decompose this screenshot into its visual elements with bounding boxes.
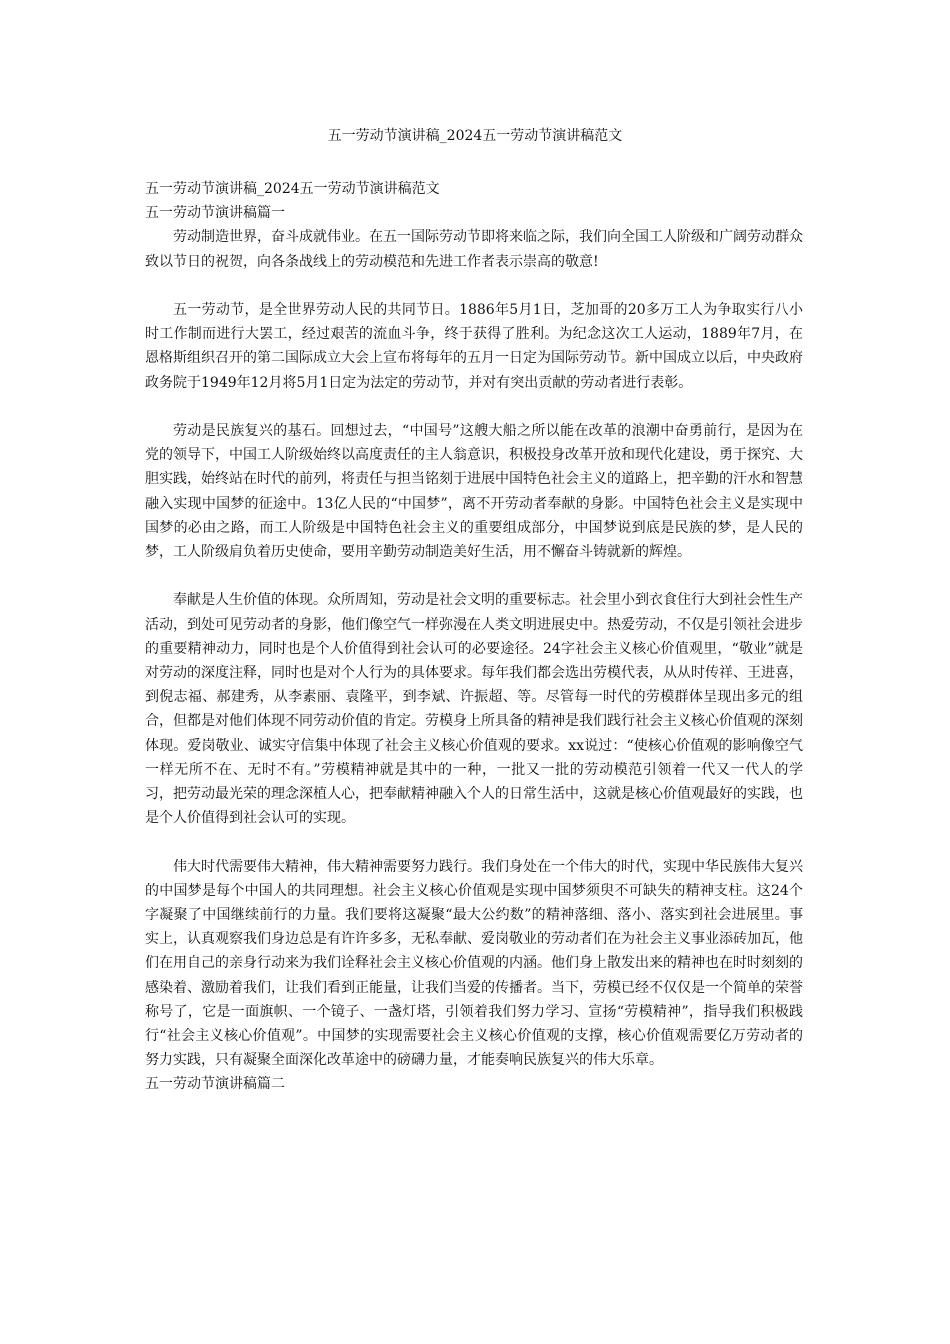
paragraph-3: 劳动是民族复兴的基石。回想过去，“中国号”这艘大船之所以能在改革的浪潮中奋勇前行，是因为在党的领导下，中国工人阶级始终以高度责任的主人翁意识，积极投身改革开放和现代化建设，勇于探究、大胆实践，始终站在时代的前列，将责任与担当铭刻于进展中国特色社会主义的道路上，把辛勤的汗水和智慧融入实现中国梦的征途中。13亿人民的“中国梦”，离不开劳动者奉献的身影。中国特色社会主义是实现中国梦的必由之路，而工人阶级是中国特色社会主义的重要组成部分，中国梦说到底是民族的梦，是人民的梦，工人阶级肩负着历史使命，要用辛勤劳动制造美好生活，用不懈奋斗铸就新的辉煌。 [145, 423, 803, 561]
document-subtitle: 五一劳动节演讲稿_2024五一劳动节演讲稿范文 [145, 181, 440, 197]
paragraph-spacer [145, 274, 803, 298]
section-heading-2: 五一劳动节演讲稿篇二 [145, 1076, 285, 1093]
paragraph-1: 劳动制造世界，奋斗成就伟业。在五一国际劳动节即将来临之际，我们向全国工人阶级和广阔劳动群众致以节日的祝贺，向各条战线上的劳动模范和先进工作者表示崇高的敬意! [145, 229, 803, 270]
paragraph-4: 奉献是人生价值的体现。众所周知，劳动是社会文明的重要标志。社会里小到衣食住行大到社会性生产活动，到处可见劳动者的身影，他们像空气一样弥漫在人类文明进展史中。热爱劳动，不仅是引领社会进步的重要精神动力，同时也是个人价值得到社会认可的必要途径。24字社会主义核心价值观里，“敬业”就是对劳动的深度注释，同时也是对个人行为的具体要求。每年我们都会选出劳模代表，从从时传祥、王进喜，到倪志福、郝建秀，从李素丽、袁隆平，到李斌、许振超、等。尽管每一时代的劳模群体呈现出多元的组合，但都是对他们体现不同劳动价值的肯定。劳模身上所具备的精神是我们践行社会主义核心价值观的深刻体现。爱岗敬业、诚实守信集中体现了社会主义核心价值观的要求。xx说过：“使核心价值观的影响像空气一样无所不在、无时不有。”劳模精神就是其中的一种，一批又一批的劳动模范引领着一代又一代人的学习，把劳动最光荣的理念深植人心，把奉献精神融入个人的日常生活中，这就是核心价值观最好的实践，也是个人价值得到社会认可的实现。 [145, 592, 803, 827]
document-title: 五一劳动节演讲稿_2024五一劳动节演讲稿范文 [327, 128, 623, 144]
paragraph-spacer [145, 830, 803, 854]
paragraph-5: 伟大时代需要伟大精神，伟大精神需要努力践行。我们身处在一个伟大的时代，实现中华民族伟大复兴的中国梦是每个中国人的共同理想。社会主义核心价值观是实现中国梦须臾不可缺失的精神支柱。这24个字凝聚了中国继续前行的力量。我们要将这凝聚“最大公约数”的精神落细、落小、落实到社会进展里。事实上，认真观察我们身边总是有许许多多，无私奉献、爱岗敬业的劳动者们在为社会主义事业添砖加瓦，他们在用自己的亲身行动来为我们诠释社会主义核心价值观的内涵。他们身上散发出来的精神也在时时刻刻的感染着、激励着我们，让我们看到正能量，让我们当爱的传播者。当下，劳模已经不仅仅是一个简单的荣誉称号了，它是一面旗帜、一个镜子、一盏灯塔，引领着我们努力学习、宣扬“劳模精神”，指导我们积极践行“社会主义核心价值观”。中国梦的实现需要社会主义核心价值观的支撑，核心价值观需要亿万劳动者的努力实践，只有凝聚全面深化改革途中的磅礴力量，才能奏响民族复兴的伟大乐章。 [145, 858, 803, 1069]
document-body [145, 177, 803, 1097]
paragraph-spacer [145, 395, 803, 419]
section-heading-1: 五一劳动节演讲稿篇一 [145, 205, 285, 222]
paragraph-spacer [145, 564, 803, 588]
paragraph-2: 五一劳动节，是全世界劳动人民的共同节日。1886年5月1日，芝加哥的20多万工人为争取实行八小时工作制而进行大罢工，经过艰苦的流血斗争，终于获得了胜利。为纪念这次工人运动，1889年7月，在恩格斯组织召开的第二国际成立大会上宣布将每年的五月一日定为国际劳动节。新中国成立以后，中央政府政务院于1949年12月将5月1日定为法定的劳动节，并对有突出贡献的劳动者进行表彰。 [145, 302, 803, 391]
